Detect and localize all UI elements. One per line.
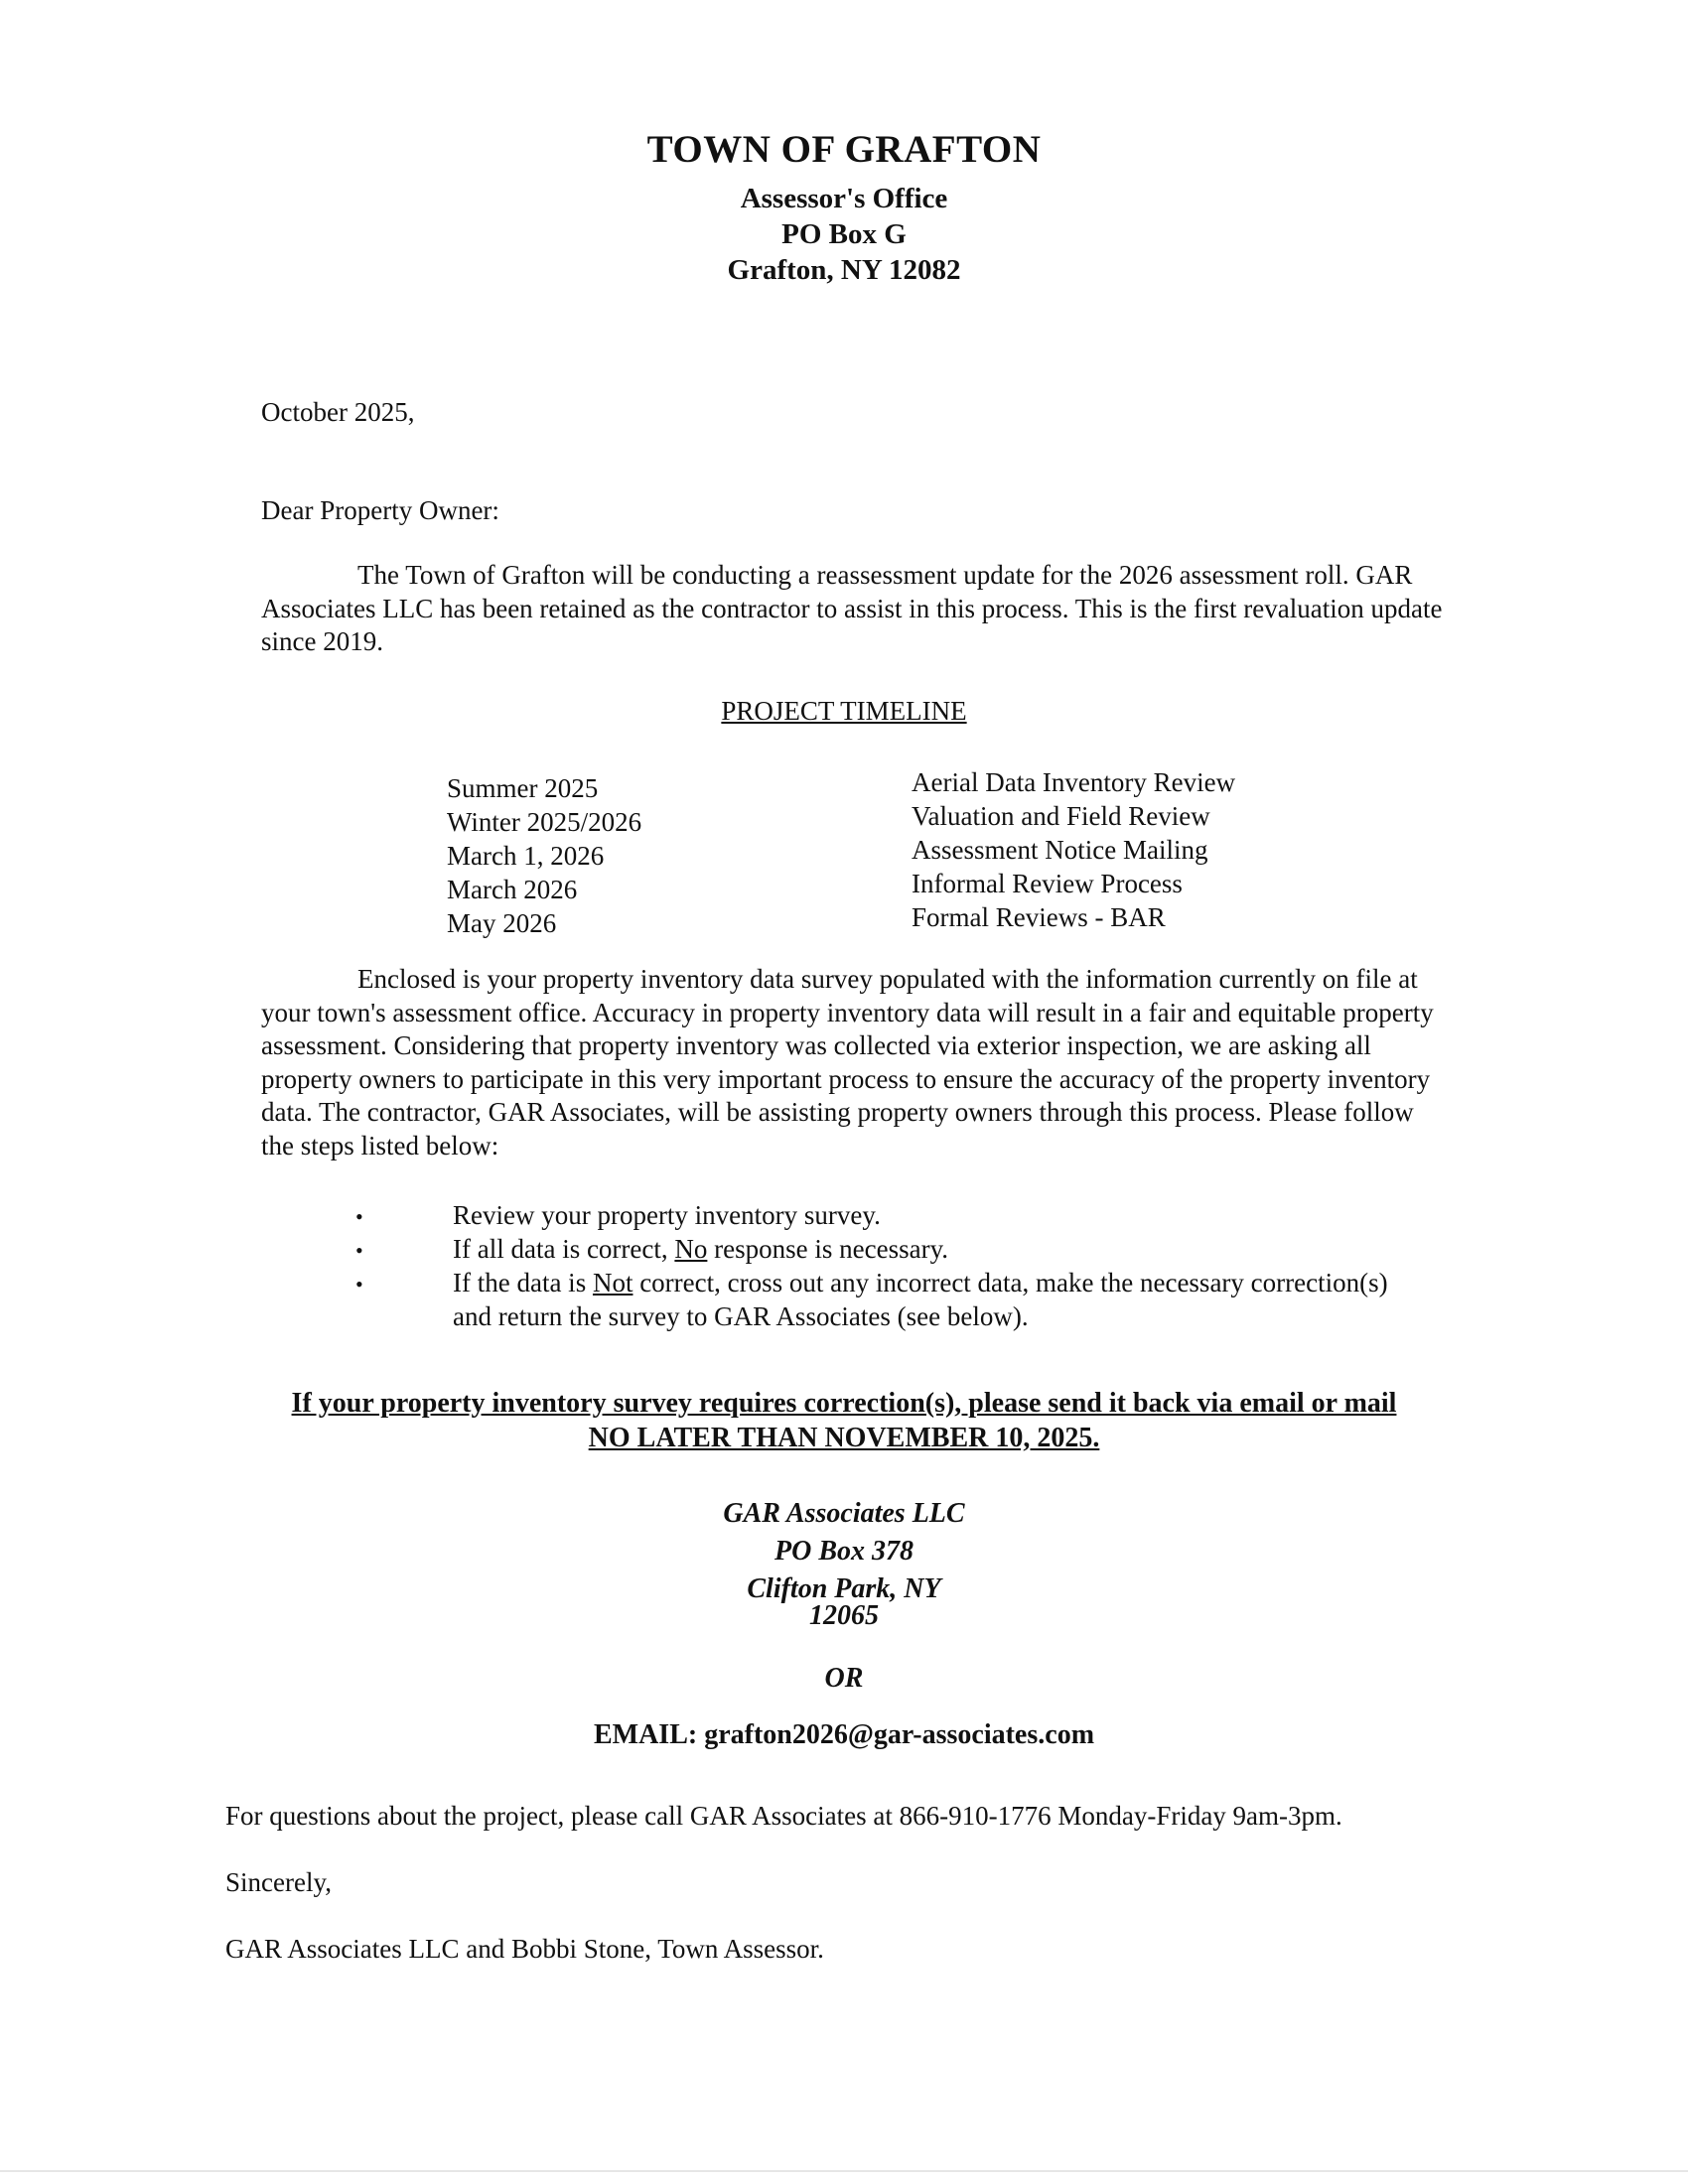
enclosed-paragraph	[261, 963, 1443, 1162]
letterhead-po-box: PO Box G	[781, 218, 907, 250]
deadline-date: NO LATER THAN NOVEMBER 10, 2025.	[588, 1423, 1100, 1453]
return-address-po-box: PO Box 378	[774, 1536, 914, 1567]
step-item: Review your property inventory survey.	[453, 1200, 881, 1230]
step-emphasis: No	[674, 1234, 708, 1264]
return-address-name: GAR Associates LLC	[723, 1498, 965, 1529]
bullet-icon: •	[355, 1238, 363, 1263]
timeline-date: March 1, 2026	[447, 841, 605, 871]
timeline-date: March 2026	[447, 875, 578, 904]
step-item	[453, 1267, 1396, 1333]
email-line: EMAIL: grafton2026@gar-associates.com	[593, 1719, 1095, 1750]
bullet-icon: •	[355, 1272, 363, 1297]
scan-edge	[0, 2170, 1688, 2172]
return-address-zip: 12065	[809, 1600, 879, 1631]
letterhead-title: TOWN OF GRAFTON	[646, 128, 1042, 171]
letterhead-office: Assessor's Office	[740, 183, 948, 214]
questions-line: For questions about the project, please call GAR Associates at 866-910-1776 Monday-Friday 9am-3pm.	[225, 1801, 1342, 1831]
step-text: correct, cross out any incorrect data, make the necessary correction(s) and return the survey to GAR Associates (see below).	[453, 1268, 1388, 1331]
letter-date: October 2025,	[261, 397, 415, 427]
timeline-date: Summer 2025	[447, 773, 599, 803]
timeline-desc: Aerial Data Inventory Review	[912, 767, 1236, 797]
timeline-heading	[0, 695, 1688, 729]
return-address-city: Clifton Park, NY	[747, 1573, 941, 1604]
signature: GAR Associates LLC and Bobbi Stone, Town Assessor.	[225, 1934, 824, 1964]
intro-paragraph	[261, 559, 1443, 659]
deadline-notice: If your property inventory survey requires correction(s), please send it back via email or mail	[291, 1388, 1397, 1419]
timeline-desc: Valuation and Field Review	[912, 801, 1210, 831]
timeline-desc: Formal Reviews - BAR	[912, 902, 1166, 932]
intro-text: The Town of Grafton will be conducting a reassessment update for the 2026 assessment roll. GAR Associates LLC has been retained as the contractor to assist in this process. This is the first revaluation update since 2019.	[261, 560, 1443, 656]
step-text: If all data is correct,	[453, 1234, 675, 1264]
timeline-date: Winter 2025/2026	[447, 807, 642, 837]
bullet-icon: •	[355, 1204, 363, 1229]
step-emphasis: Not	[592, 1268, 633, 1297]
timeline-desc: Informal Review Process	[912, 869, 1183, 898]
enclosed-text: Enclosed is your property inventory data survey populated with the information currently on file at your town's assessment office. Accuracy in property inventory data will result in a fair and equitable property assessment. Considering that property inventory was collected via exterior inspection, we are asking all property owners to participate in this very important process to ensure the accuracy of the property inventory data. The contractor, GAR Associates, will be assisting property owners through this process. Please follow the steps listed below:	[261, 964, 1434, 1160]
step-text: If the data is	[453, 1268, 593, 1297]
letterhead-city: Grafton, NY 12082	[727, 254, 961, 286]
closing: Sincerely,	[225, 1867, 332, 1897]
or-separator: OR	[824, 1663, 864, 1694]
timeline-date: May 2026	[447, 908, 557, 938]
timeline-desc: Assessment Notice Mailing	[912, 835, 1208, 865]
step-text: response is necessary.	[707, 1234, 949, 1264]
salutation: Dear Property Owner:	[261, 495, 499, 525]
timeline-heading-text: PROJECT TIMELINE	[721, 696, 967, 726]
step-item	[453, 1233, 1396, 1267]
